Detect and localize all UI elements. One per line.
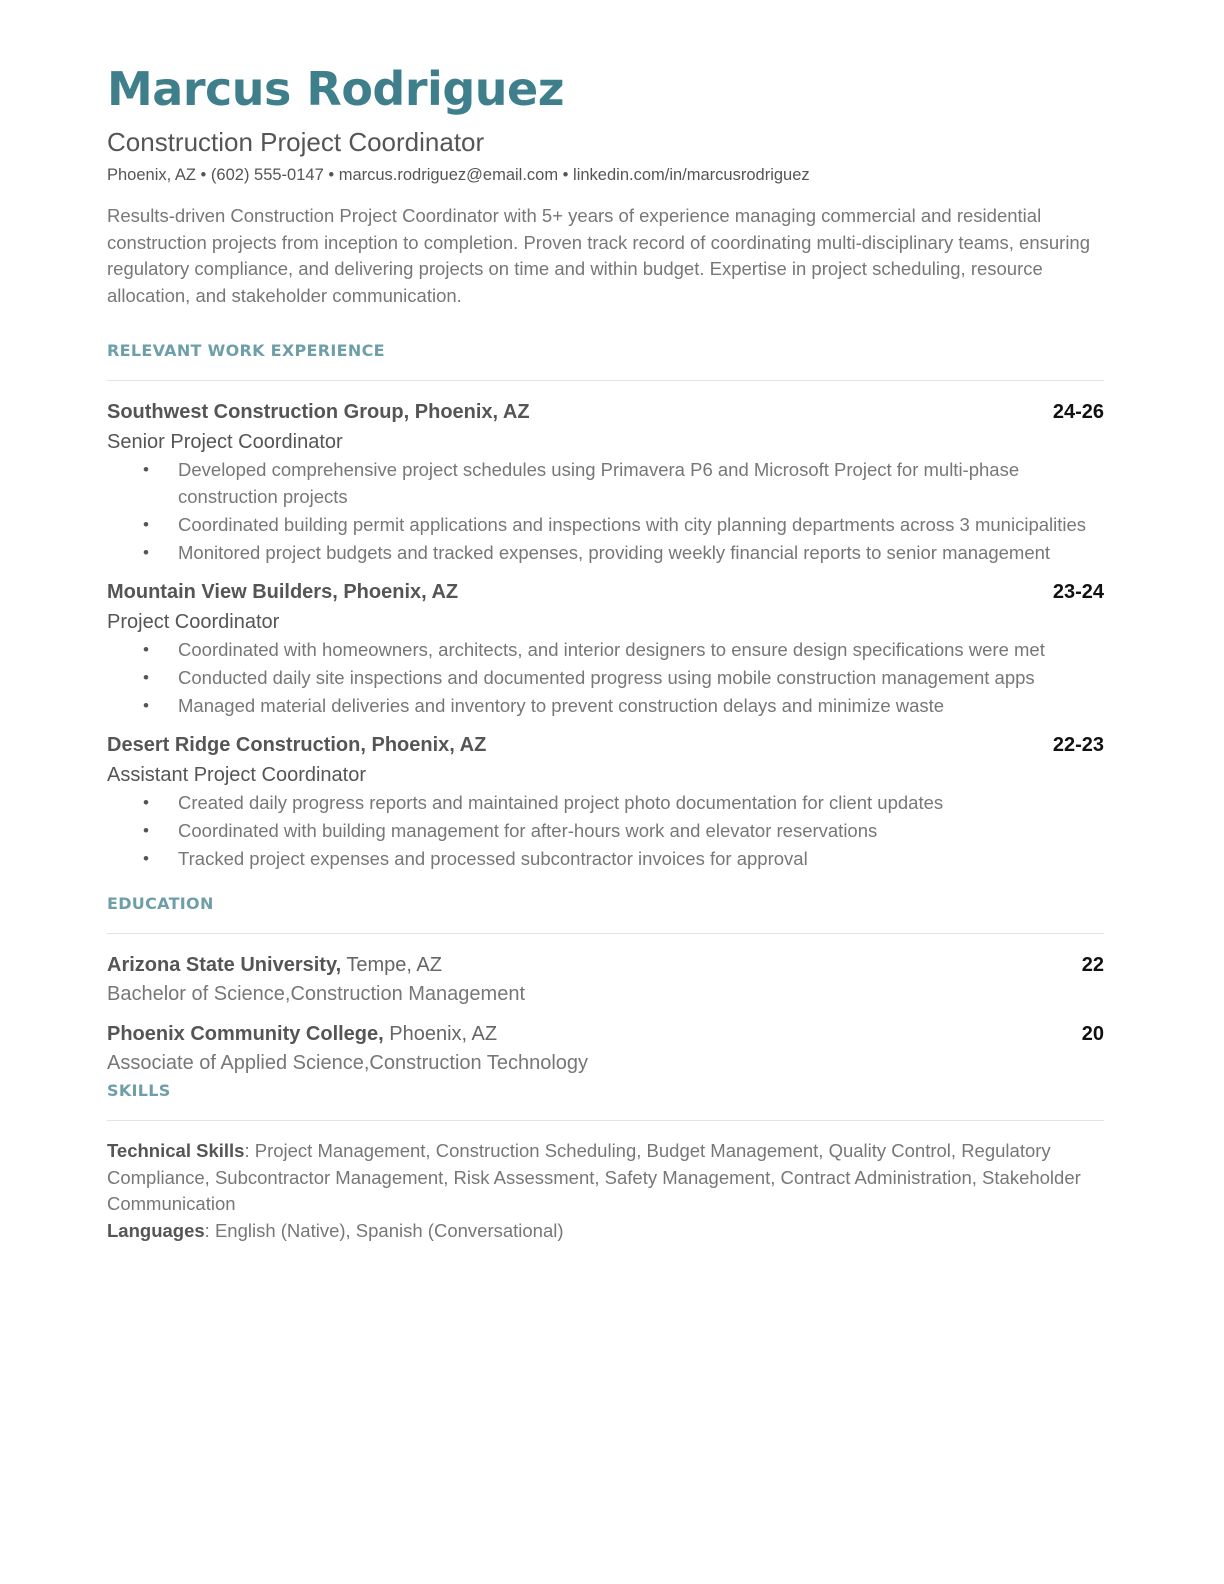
education-divider bbox=[107, 933, 1104, 934]
education-school: Phoenix Community College, bbox=[107, 1022, 384, 1045]
education-location: Phoenix, AZ bbox=[389, 1022, 498, 1045]
education-degree: Bachelor of Science,Construction Management bbox=[107, 982, 526, 1005]
job-company: Desert Ridge Construction, Phoenix, AZ bbox=[107, 733, 487, 756]
job-dates: 23-24 bbox=[1052, 580, 1104, 603]
technical-skills bbox=[107, 1138, 1104, 1218]
education-school: Arizona State University, bbox=[107, 953, 342, 976]
experience-heading: RELEVANT WORK EXPERIENCE bbox=[107, 340, 385, 360]
job-company: Southwest Construction Group, Phoenix, AZ bbox=[107, 400, 530, 423]
job-entry bbox=[107, 399, 1104, 567]
job-title: Senior Project Coordinator bbox=[107, 430, 343, 453]
technical-skills-list: : Project Management, Construction Scheduling, Budget Management, Quality Control, Regulatory Compliance, Subcontractor Management, Risk Assessment, Safety Management, Contract Administration, Stakeholder Communication bbox=[107, 1139, 1081, 1215]
education-entry bbox=[107, 1021, 1104, 1078]
languages bbox=[107, 1218, 1104, 1245]
job-bullet: • Coordinated with homeowners, architects, and interior designers to ensure design specifications were met bbox=[178, 637, 1104, 664]
job-title: Project Coordinator bbox=[107, 610, 280, 633]
job-bullet: • Managed material deliveries and inventory to prevent construction delays and minimize waste bbox=[178, 693, 1104, 720]
job-title: Assistant Project Coordinator bbox=[107, 763, 367, 786]
education-year: 22 bbox=[1081, 953, 1104, 976]
job-entry bbox=[107, 579, 1104, 720]
education-year: 20 bbox=[1081, 1022, 1104, 1045]
education-heading: EDUCATION bbox=[107, 893, 214, 913]
job-bullet: • Monitored project budgets and tracked expenses, providing weekly financial reports to senior management bbox=[178, 540, 1104, 567]
job-bullets bbox=[107, 790, 1104, 873]
job-bullet: • Developed comprehensive project schedules using Primavera P6 and Microsoft Project for multi-phase construction projects bbox=[178, 457, 1104, 510]
technical-skills-label: Technical Skills bbox=[107, 1139, 245, 1161]
resume-page bbox=[107, 60, 1104, 1245]
skills-divider bbox=[107, 1120, 1104, 1121]
job-bullet: • Conducted daily site inspections and documented progress using mobile construction management apps bbox=[178, 665, 1104, 692]
experience-divider bbox=[107, 380, 1104, 381]
job-bullet: • Created daily progress reports and maintained project photo documentation for client updates bbox=[178, 790, 1104, 817]
job-bullet: • Tracked project expenses and processed subcontractor invoices for approval bbox=[178, 846, 1104, 873]
languages-list: : English (Native), Spanish (Conversational) bbox=[204, 1219, 564, 1241]
job-bullets bbox=[107, 637, 1104, 720]
job-entry bbox=[107, 732, 1104, 873]
job-bullet: • Coordinated with building management for after-hours work and elevator reservations bbox=[178, 818, 1104, 845]
education-entry bbox=[107, 952, 1104, 1009]
education-header bbox=[107, 1021, 1104, 1047]
education-location: Tempe, AZ bbox=[346, 953, 442, 976]
skills-heading: SKILLS bbox=[107, 1080, 171, 1100]
contact-line: Phoenix, AZ • (602) 555-0147 • marcus.rodriguez@email.com • linkedin.com/in/marcusrodriguez bbox=[107, 166, 810, 184]
job-dates: 22-23 bbox=[1052, 733, 1104, 756]
job-bullet: • Coordinated building permit applications and inspections with city planning departments across 3 municipalities bbox=[178, 512, 1104, 539]
job-dates: 24-26 bbox=[1052, 400, 1104, 423]
job-header bbox=[107, 399, 1104, 425]
languages-label: Languages bbox=[107, 1219, 205, 1241]
job-header bbox=[107, 579, 1104, 605]
job-bullets bbox=[107, 457, 1104, 567]
education-degree: Associate of Applied Science,Construction Technology bbox=[107, 1051, 589, 1074]
candidate-name: Marcus Rodriguez bbox=[107, 62, 564, 116]
job-company: Mountain View Builders, Phoenix, AZ bbox=[107, 580, 459, 603]
professional-summary: Results-driven Construction Project Coordinator with 5+ years of experience managing commercial and residential construction projects from inception to completion. Proven track record of coordinating multi-disciplinary teams, ensuring regulatory compliance, and delivering projects on time and within budget. Expertise in project scheduling, resource allocation, and stakeholder communication. bbox=[107, 205, 1091, 307]
candidate-title: Construction Project Coordinator bbox=[107, 127, 485, 157]
education-header bbox=[107, 952, 1104, 978]
job-header bbox=[107, 732, 1104, 758]
